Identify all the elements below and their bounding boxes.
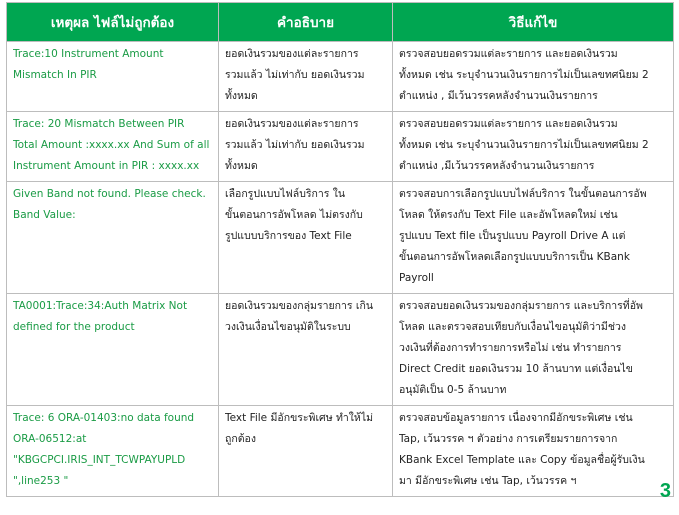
header-row [7, 3, 674, 42]
table-row [7, 294, 674, 406]
fix-cell [393, 406, 674, 497]
reason-line: ORA-06512:at [13, 433, 87, 445]
description-line: รูปแบบบริการของ Text File [225, 230, 352, 242]
fix-line: ตำแหน่ง ,มีเว้นวรรคหลังจำนวนเงินรายการ [399, 160, 595, 172]
reason-line: defined for the product [13, 321, 135, 333]
reason-line: Instrument Amount in PIR : xxxx.xx [13, 160, 200, 172]
header-description: คำอธิบาย [219, 3, 393, 42]
reason-line: Trace: 6 ORA-01403:no data found [13, 412, 195, 424]
description-line: ยอดเงินรวมของแต่ละรายการ [225, 118, 359, 130]
table-row [7, 182, 674, 294]
fix-line: ทั้งหมด เช่น ระบุจำนวนเงินรายการไม่เป็นเลขทศนิยม 2 [399, 139, 649, 151]
reason-line: Given Band not found. Please check. [13, 188, 206, 200]
fix-line: ขั้นตอนการอัพโหลดเลือกรูปแบบบริการเป็น KBank [399, 251, 630, 263]
header-reason: เหตุผล ไฟล์ไม่ถูกต้อง [7, 3, 219, 42]
reason-cell [7, 294, 219, 406]
description-cell [219, 406, 393, 497]
fix-line: ตรวจสอบการเลือกรูปแบบไฟล์บริการ ในขั้นตอนการอัพ [399, 188, 647, 200]
description-line: Text File มีอักขระพิเศษ ทำให้ไม่ [225, 412, 374, 424]
fix-line: Tap, เว้นวรรค ฯ ตัวอย่าง การเตรียมรายการจาก [399, 433, 618, 445]
fix-line: ทั้งหมด เช่น ระบุจำนวนเงินรายการไม่เป็นเลขทศนิยม 2 [399, 69, 649, 81]
fix-line: อนุมัติเป็น 0-5 ล้านบาท [399, 384, 507, 396]
table-row [7, 406, 674, 497]
reason-line: Band Value: [13, 209, 76, 221]
description-line: ทั้งหมด [225, 160, 258, 172]
description-line: ยอดเงินรวมของแต่ละรายการ [225, 48, 359, 60]
fix-line: KBank Excel Template และ Copy ข้อมูลชื่อผู้รับเงิน [399, 454, 645, 466]
error-table [6, 2, 674, 497]
description-cell [219, 42, 393, 112]
fix-line: ตำแหน่ง , มีเว้นวรรคหลังจำนวนเงินรายการ [399, 90, 598, 102]
description-line: วงเงินเงื่อนไขอนุมัติในระบบ [225, 321, 351, 333]
page-number: 3 [659, 480, 671, 502]
fix-line: Direct Credit ยอดเงินรวม 10 ล้านบาท แต่เงื่อนไข [399, 363, 633, 375]
fix-cell [393, 112, 674, 182]
fix-line: มา มีอักขระพิเศษ เช่น Tap, เว้นวรรค ฯ [399, 475, 577, 487]
description-line: รวมแล้ว ไม่เท่ากับ ยอดเงินรวม [225, 139, 365, 151]
fix-line: รูปแบบ Text file เป็นรูปแบบ Payroll Drive A แต่ [399, 230, 626, 242]
reason-line: ",line253 " [13, 475, 69, 487]
reason-line: Mismatch In PIR [13, 69, 97, 81]
reason-cell [7, 112, 219, 182]
fix-cell [393, 42, 674, 112]
reason-line: Trace: 20 Mismatch Between PIR [13, 118, 185, 130]
table-row [7, 42, 674, 112]
fix-line: ตรวจสอบยอดรวมแต่ละรายการ และยอดเงินรวม [399, 118, 618, 130]
fix-line: ตรวจสอบยอดรวมแต่ละรายการ และยอดเงินรวม [399, 48, 618, 60]
description-line: ทั้งหมด [225, 90, 258, 102]
table-row [7, 112, 674, 182]
fix-line: โหลด และตรวจสอบเทียบกับเงื่อนไขอนุมัติว่ามีช่วง [399, 321, 626, 333]
fix-line: วงเงินที่ต้องการทำรายการหรือไม่ เช่น ทำรายการ [399, 342, 622, 354]
description-line: ถูกต้อง [225, 433, 256, 445]
description-cell [219, 182, 393, 294]
description-line: ขั้นตอนการอัพโหลด ไม่ตรงกับ [225, 209, 363, 221]
reason-cell [7, 42, 219, 112]
fix-line: ตรวจสอบยอดเงินรวมของกลุ่มรายการ และบริการที่อัพ [399, 300, 643, 312]
fix-cell [393, 294, 674, 406]
reason-cell [7, 182, 219, 294]
reason-line: Trace:10 Instrument Amount [13, 48, 164, 60]
reason-line: Total Amount :xxxx.xx And Sum of all [13, 139, 210, 151]
description-cell [219, 112, 393, 182]
fix-line: โหลด ให้ตรงกับ Text File และอัพโหลดใหม่ เช่น [399, 209, 618, 221]
reason-cell [7, 406, 219, 497]
header-fix: วิธีแก้ไข [393, 3, 674, 42]
fix-line: ตรวจสอบข้อมูลรายการ เนื่องจากมีอักขระพิเศษ เช่น [399, 412, 633, 424]
description-line: เลือกรูปแบบไฟล์บริการ ใน [225, 188, 346, 200]
description-line: รวมแล้ว ไม่เท่ากับ ยอดเงินรวม [225, 69, 365, 81]
reason-line: TA0001:Trace:34:Auth Matrix Not [13, 300, 188, 312]
description-line: ยอดเงินรวมของกลุ่มรายการ เกิน [225, 300, 373, 312]
reason-line: "KBGCPCI.IRIS_INT_TCWPAYUPLD [13, 454, 186, 466]
fix-line: Payroll [399, 272, 434, 284]
fix-cell [393, 182, 674, 294]
description-cell [219, 294, 393, 406]
